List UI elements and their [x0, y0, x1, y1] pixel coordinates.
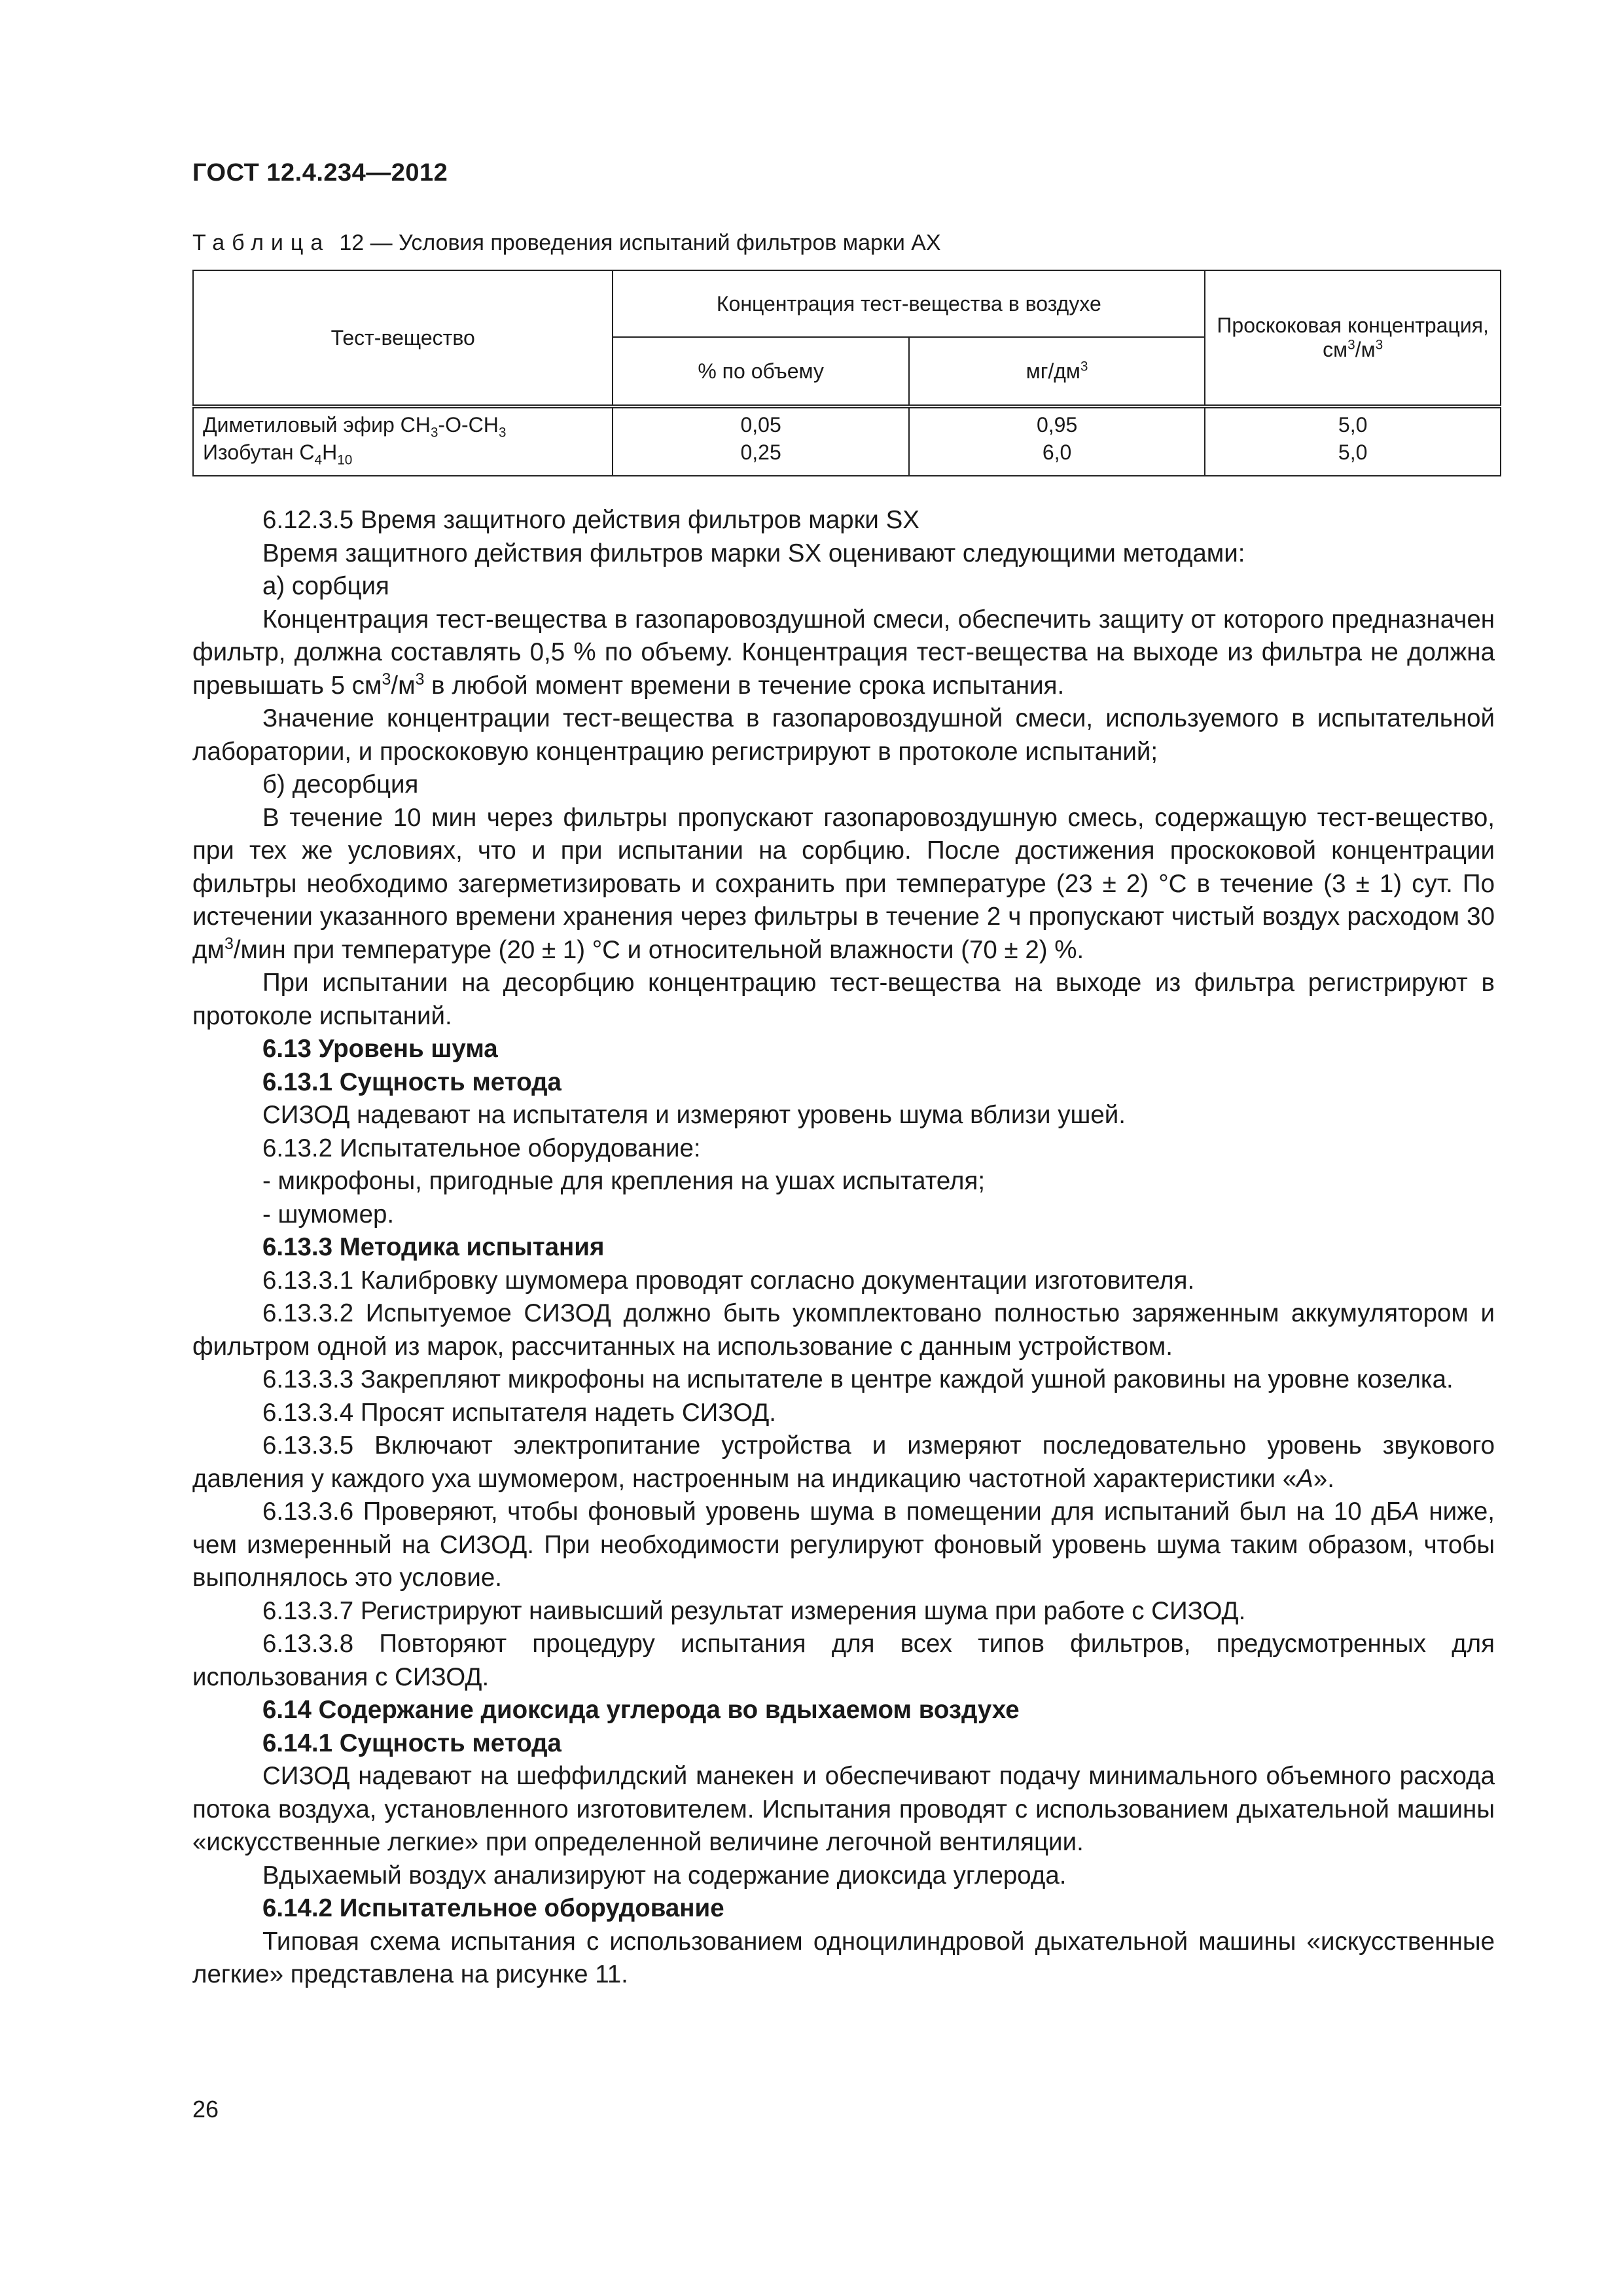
- table-caption-word: Таблица: [192, 230, 330, 255]
- table-caption: [192, 230, 941, 256]
- table-caption-text: 12 — Условия проведения испытаний фильтров марки АХ: [339, 230, 941, 255]
- paragraph: 6.13.3.6 Проверяют, чтобы фоновый уровень шума в помещении для испытаний был на 10 дБА ниже, чем измеренный на СИЗОД. При необходимости регулируют фоновый уровень шума таким образом, чтобы выполнялось это условие.: [192, 1498, 1495, 1592]
- paragraph: Вдыхаемый воздух анализируют на содержание диоксида углерода.: [262, 1861, 1067, 1890]
- list-item: - шумомер.: [262, 1200, 395, 1229]
- document-body: [192, 504, 1495, 1992]
- section-heading: 6.14.1 Сущность метода: [262, 1729, 562, 1757]
- paragraph: б) десорбция: [262, 770, 419, 798]
- paragraph: 6.13.3.7 Регистрируют наивысший результат измерения шума при работе с СИЗОД.: [262, 1596, 1246, 1625]
- list-item: - микрофоны, пригодные для крепления на ушах испытателя;: [262, 1167, 986, 1195]
- paragraph: Концентрация тест-вещества в газопаровоздушной смеси, обеспечить защиту от которого предназначен фильтр, должна составлять 0,5 % по объему. Концентрация тест-вещества на выходе из фильтра не должна превышать 5 $см^3/м^3$ в любой момент времени в течение срока испытания.: [192, 605, 1495, 700]
- page-number: 26: [192, 2096, 219, 2123]
- percent-cell: 0,05 0,25: [613, 406, 909, 476]
- paragraph: 6.13.2 Испытательное оборудование:: [262, 1134, 701, 1162]
- paragraph: СИЗОД надевают на испытателя и измеряют уровень шума вблизи ушей.: [262, 1101, 1126, 1129]
- column-header-concentration: Концентрация тест-вещества в воздухе: [613, 270, 1205, 337]
- column-header-mg: $мг/дм^3$: [909, 337, 1205, 406]
- substance-cell: Диметиловый эфир $CH_3-O-CH_3$ Изобутан $C_4H_{10}$: [193, 406, 613, 476]
- paragraph: 6.12.3.5 Время защитного действия фильтров марки SX: [262, 506, 919, 534]
- paragraph: Значение концентрации тест-вещества в газопаровоздушной смеси, используемого в испытательной лаборатории, и проскоковую концентрацию регистрируют в протоколе испытаний;: [192, 704, 1495, 766]
- paragraph: При испытании на десорбцию концентрацию тест-вещества на выходе из фильтра регистрируют в протоколе испытаний.: [192, 969, 1495, 1030]
- section-heading: 6.14.2 Испытательное оборудование: [262, 1894, 724, 1922]
- paragraph: Время защитного действия фильтров марки SX оценивают следующими методами:: [262, 539, 1245, 567]
- paragraph: а) сорбция: [262, 572, 389, 600]
- section-heading: 6.13.3 Методика испытания: [262, 1233, 605, 1261]
- paragraph: 6.13.3.3 Закрепляют микрофоны на испытателе в центре каждой ушной раковины на уровне козелка.: [262, 1365, 1454, 1393]
- paragraph: 6.13.3.8 Повторяют процедуру испытания для всех типов фильтров, предусмотренных для использования с СИЗОД.: [192, 1630, 1495, 1691]
- column-header-percent: % по объему: [613, 337, 909, 406]
- paragraph: 6.13.3.2 Испытуемое СИЗОД должно быть укомплектовано полностью заряженным аккумулятором и фильтром одной из марок, рассчитанных на использование с данным устройством.: [192, 1299, 1495, 1361]
- document-header: ГОСТ 12.4.234—2012: [192, 159, 448, 187]
- paragraph: 6.13.3.4 Просят испытателя надеть СИЗОД.: [262, 1398, 776, 1427]
- breakthrough-cell: 5,0 5,0: [1205, 406, 1501, 476]
- table-data-row: [193, 406, 1501, 476]
- section-heading: 6.13 Уровень шума: [262, 1035, 498, 1063]
- paragraph: 6.13.3.5 Включают электропитание устройства и измеряют последовательно уровень звукового давления у каждого уха шумомером, настроенным на индикацию частотной характеристики «А».: [192, 1431, 1495, 1493]
- test-conditions-table: [192, 270, 1501, 476]
- section-heading: 6.13.1 Сущность метода: [262, 1067, 562, 1096]
- paragraph: Типовая схема испытания с использованием одноцилиндровой дыхательной машины «искусственные легкие» представлена на рисунке 11.: [192, 1927, 1495, 1988]
- column-header-substance: Тест-вещество: [193, 270, 613, 406]
- column-header-breakthrough: Проскоковая концентрация, $см^3/м^3$: [1205, 270, 1501, 406]
- paragraph: В течение 10 мин через фильтры пропускают газопаровоздушную смесь, содержащую тест-вещество, при тех же условиях, что и при испытании на сорбцию. После достижения проскоковой концентрации фильтры необходимо загерметизировать и сохранить при температуре (23 ± 2) °С в течение (3 ± 1) сут. По истечении указанного времени хранения через фильтры в течение 2 ч пропускают чистый воздух расходом 30 $дм^3$/мин при температуре (20 ± 1) °С и относительной влажности (70 ± 2) %.: [192, 803, 1495, 964]
- section-heading: 6.14 Содержание диоксида углерода во вдыхаемом воздухе: [262, 1696, 1020, 1724]
- paragraph: СИЗОД надевают на шеффилдский манекен и обеспечивают подачу минимального объемного расхода потока воздуха, установленного изготовителем. Испытания проводят с использованием дыхательной машины «искусственные легкие» при определенной величине легочной вентиляции.: [192, 1762, 1495, 1856]
- paragraph: 6.13.3.1 Калибровку шумомера проводят согласно документации изготовителя.: [262, 1266, 1195, 1295]
- mg-cell: 0,95 6,0: [909, 406, 1205, 476]
